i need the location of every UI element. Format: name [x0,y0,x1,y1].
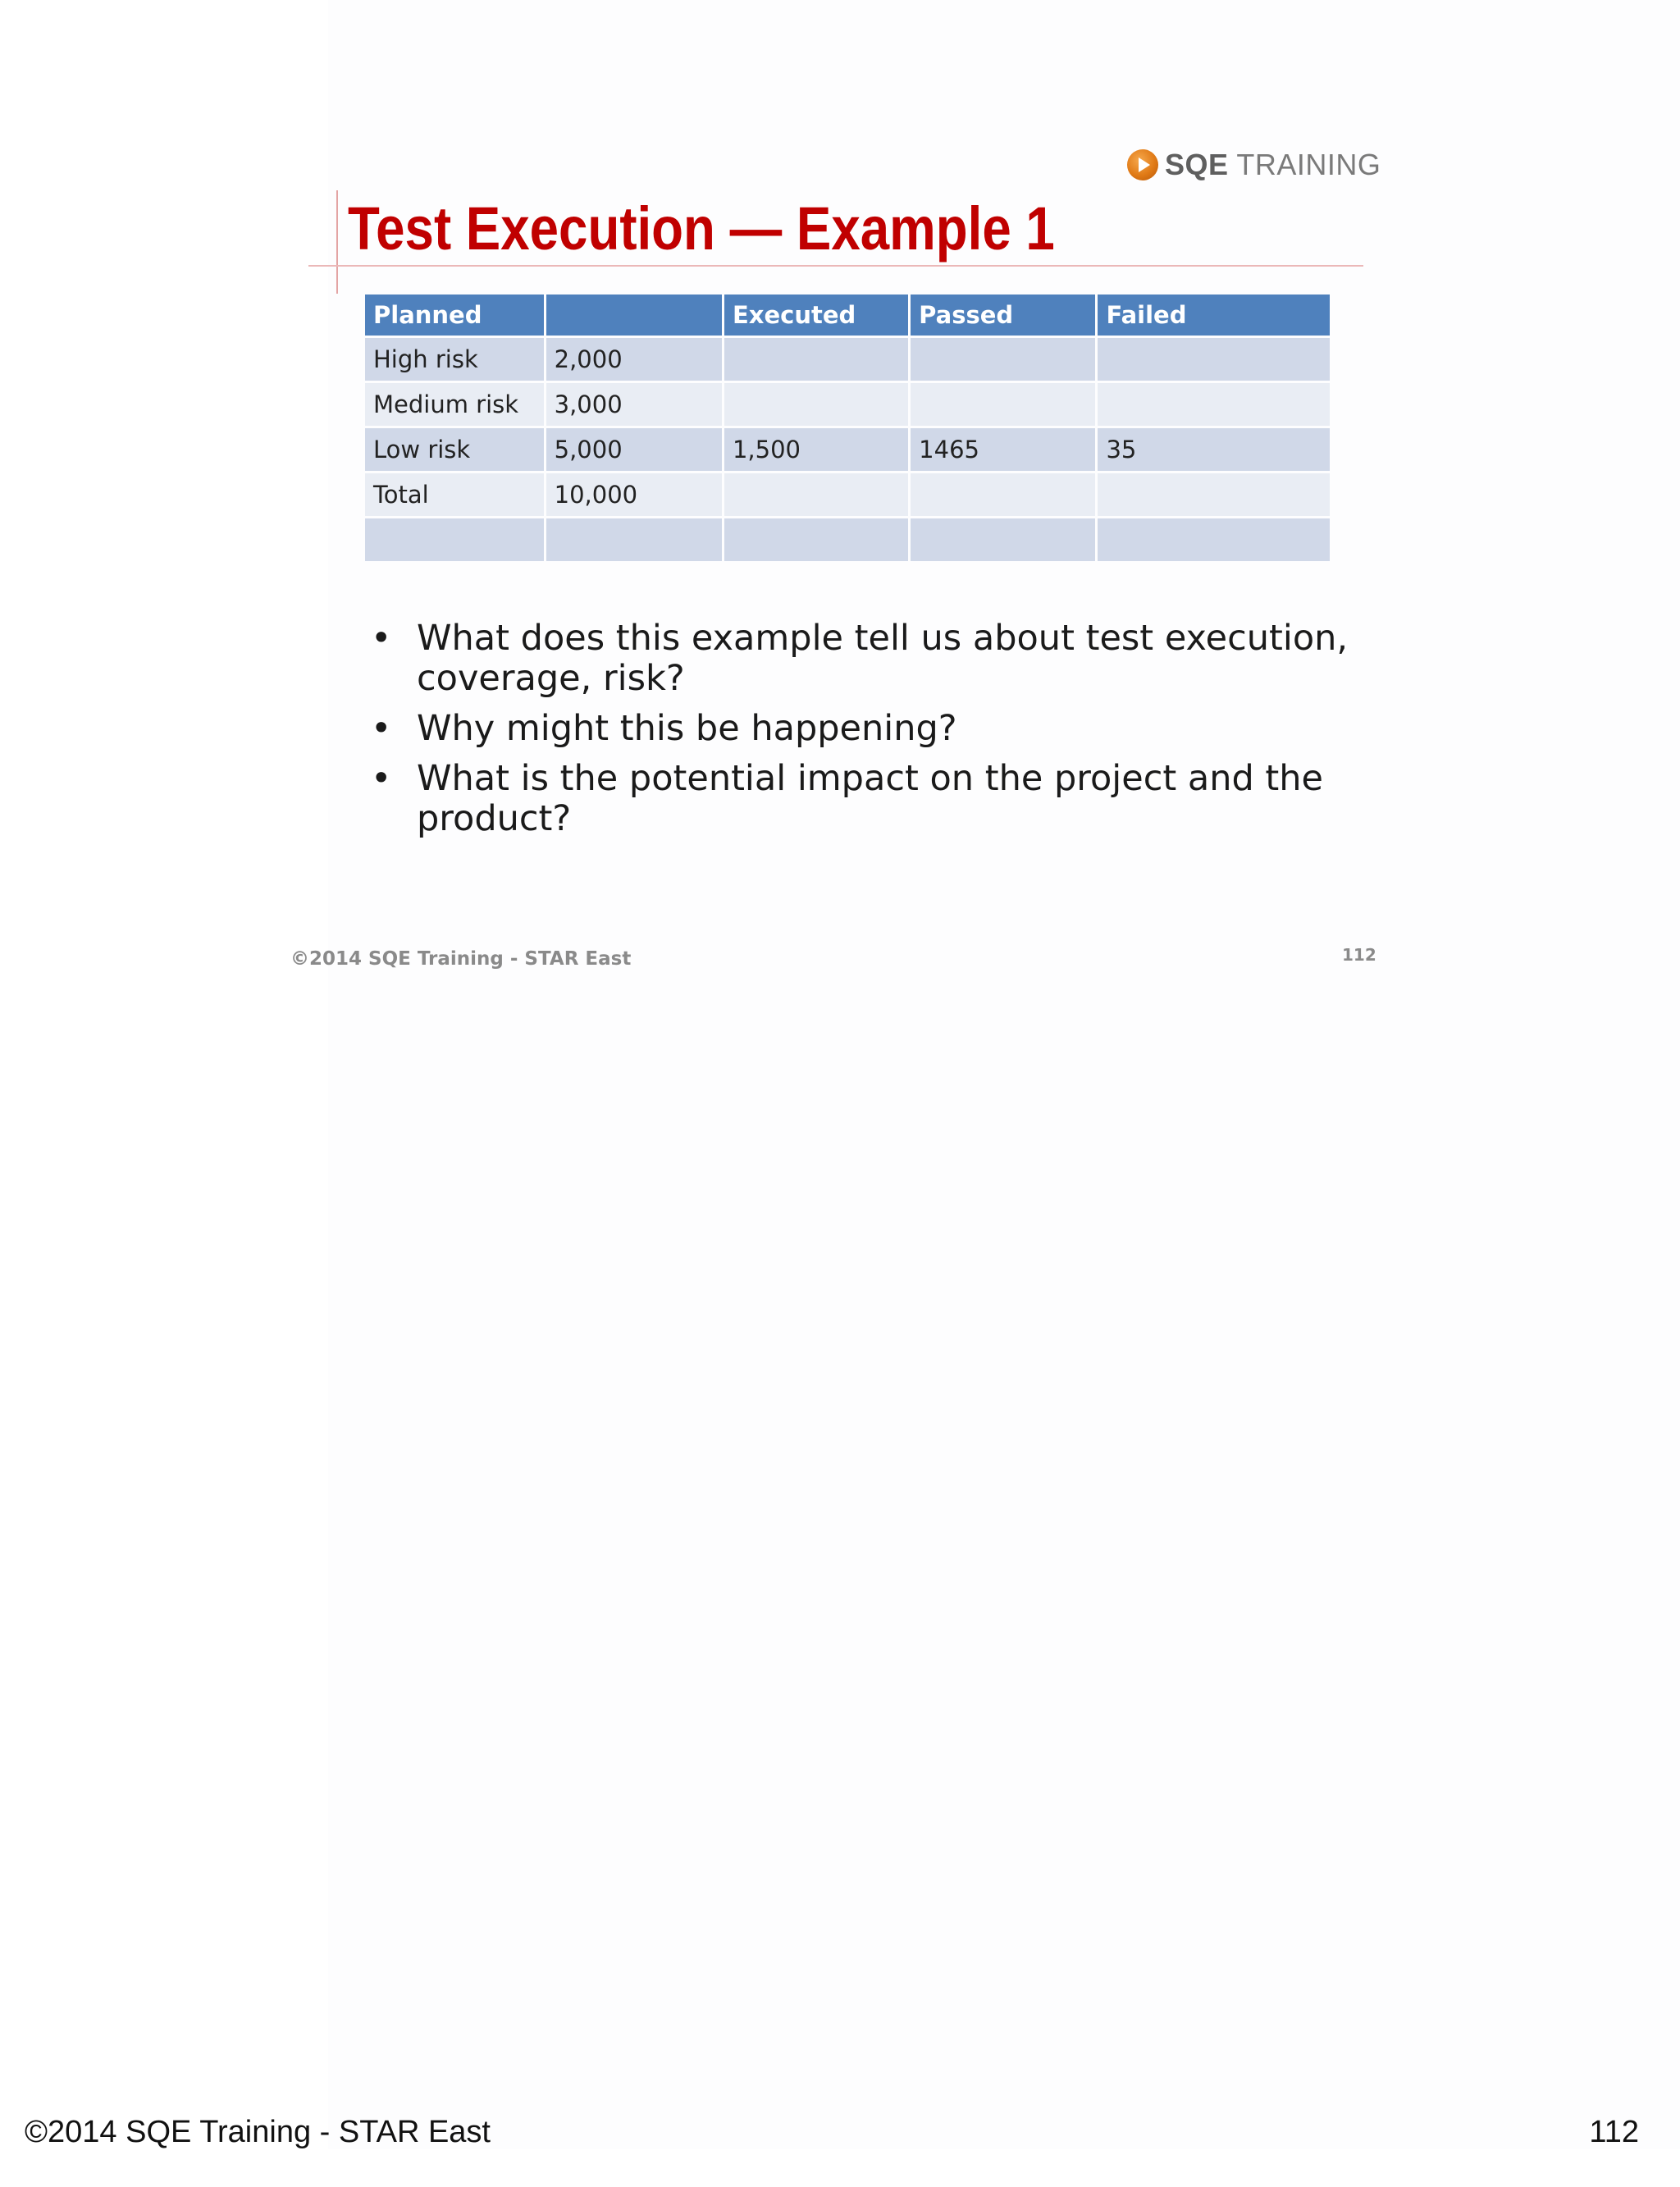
list-item [371,709,1363,749]
bullet-text: What does this example tell us about test execution, coverage, risk? [417,618,1349,699]
table-row [365,383,1330,426]
play-logo-icon [1127,149,1158,180]
table-cell: 2,000 [546,338,722,381]
bullet-text: What is the potential impact on the project and the product? [417,758,1324,839]
table-cell [911,473,1095,516]
test-execution-table [363,292,1332,564]
title-vertical-rule [336,190,338,294]
logo-text [1165,148,1381,182]
slide-title: Test Execution — Example 1 [348,194,1055,263]
table-cell: Medium risk [365,383,544,426]
table-cell [1098,383,1330,426]
page-number: 112 [1589,2115,1639,2149]
table-row [365,518,1330,561]
table-cell: 3,000 [546,383,722,426]
table-cell: High risk [365,338,544,381]
bullet-icon: • [371,758,392,799]
table-cell: 35 [1098,428,1330,471]
header-executed: Executed [724,294,908,336]
table-row [365,338,1330,381]
table-row [365,473,1330,516]
table-cell [546,518,722,561]
table-cell [911,518,1095,561]
bullet-icon: • [371,708,392,749]
table-cell [365,518,544,561]
logo-suffix: TRAINING [1228,148,1381,181]
table-cell [1098,518,1330,561]
list-item [371,619,1363,699]
slide-copyright: ©2014 SQE Training - STAR East [290,948,632,970]
header-planned: Planned [365,294,544,336]
list-item [371,759,1363,839]
bullet-text: Why might this be happening? [417,708,957,749]
table-cell [1098,473,1330,516]
table-cell: 10,000 [546,473,722,516]
table-cell: Total [365,473,544,516]
table-cell [911,383,1095,426]
table-cell: Low risk [365,428,544,471]
sqe-training-logo [1127,146,1381,184]
table-cell [724,383,908,426]
logo-brand: SQE [1165,148,1229,181]
table-cell [724,473,908,516]
table-cell [724,518,908,561]
table-cell: 5,000 [546,428,722,471]
bullet-icon: • [371,618,392,659]
slide-number: 112 [1342,945,1376,965]
table-cell [911,338,1095,381]
title-horizontal-rule [308,265,1363,267]
table-cell: 1,500 [724,428,908,471]
table-cell [724,338,908,381]
table-header-row [365,294,1330,336]
table-row [365,428,1330,471]
header-count [546,294,722,336]
discussion-questions [371,619,1363,849]
table-cell: 1465 [911,428,1095,471]
header-passed: Passed [911,294,1095,336]
header-failed: Failed [1098,294,1330,336]
table-cell [1098,338,1330,381]
page-copyright: ©2014 SQE Training - STAR East [25,2115,491,2149]
